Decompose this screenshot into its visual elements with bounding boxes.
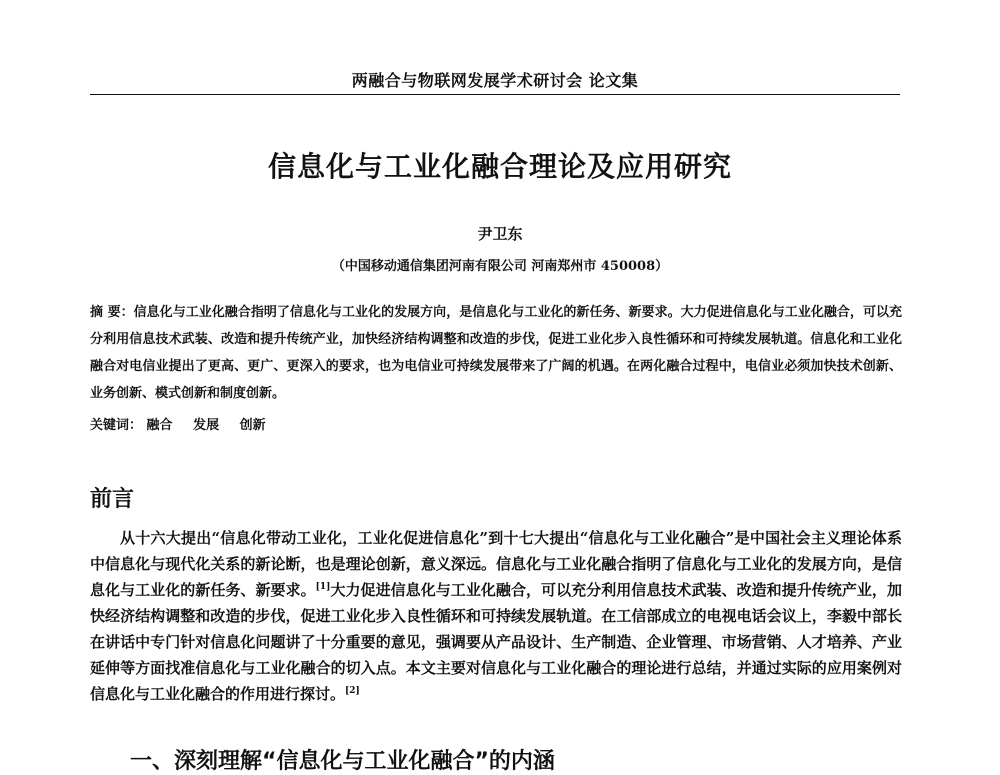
abstract (90, 299, 902, 407)
body-text-1: 从十六大提出“信息化带动工业化，工业化促进信息化”到十七大提出“信息化与工业化融合”是中国社会主义理论体系中信息化与现代化关系的新论断，也是理论创新，意义深远。信息化与工业化融合指明了信息化与工业化的发展方向，是信息化与工业化的新任务、新要求。 (90, 529, 902, 599)
keyword-item: 创新 (239, 418, 266, 433)
abstract-text: 信息化与工业化融合指明了信息化与工业化的发展方向，是信息化与工业化的新任务、新要求。大力促进信息化与工业化融合，可以充分利用信息技术武装、改造和提升传统产业，加快经济结构调整和改造的步伐，促进工业化步入良性循环和可持续发展轨道。信息化和工业化融合对电信业提出了更高、更广、更深入的要求，也为电信业可持续发展带来了广阔的机遇。在两化融合过程中，电信业必须加快技术创新、业务创新、模式创新和制度创新。 (90, 305, 902, 401)
keyword-item: 发展 (193, 418, 220, 433)
keywords (90, 412, 902, 439)
author-affiliation: （中国移动通信集团河南有限公司 河南郑州市 450008） (331, 259, 669, 274)
author-name: 尹卫东 (477, 225, 523, 243)
body-paragraph (90, 525, 902, 707)
abstract-label: 摘 要： (90, 305, 134, 320)
keyword-item: 融合 (146, 418, 173, 433)
section-heading: 前言 (90, 487, 135, 512)
reference-marker[interactable]: [1] (315, 582, 331, 592)
next-section-heading: 一、深刻理解“信息化与工业化融合”的内涵 (130, 749, 555, 774)
paper-title: 信息化与工业化融合理论及应用研究 (267, 150, 732, 183)
keywords-label: 关键词： (90, 418, 143, 433)
proceedings-header: 两融合与物联网发展学术研讨会 论文集 (90, 68, 900, 95)
reference-marker[interactable]: [2] (345, 686, 360, 696)
body-text-2: 大力促进信息化与工业化融合，可以充分利用信息技术武装、改造和提升传统产业，加快经济结构调整和改造的步伐，促进工业化步入良性循环和可持续发展轨道。在工信部成立的电视电话会议上，李毅中部长在讲话中专门针对信息化问题讲了十分重要的意见，强调要从产品设计、生产制造、企业管理、市场营销、人才培养、产业延伸等方面找准信息化与工业化融合的切入点。本文主要对信息化与工业化融合的理论进行总结，并通过实际的应用案例对信息化与工业化融合的作用进行探讨。 (90, 581, 902, 703)
